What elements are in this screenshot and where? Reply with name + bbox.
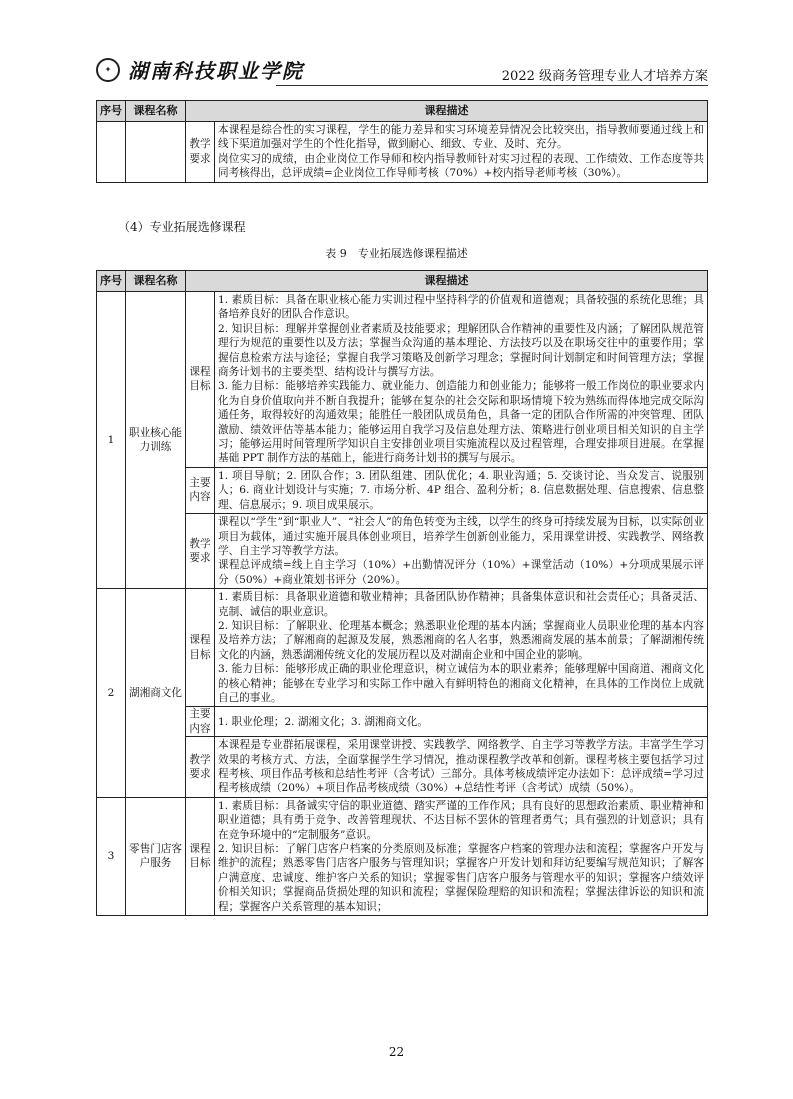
row-description	[215, 707, 708, 737]
column-header-no: 序号	[97, 101, 126, 122]
row-subheading: 课程目标	[186, 292, 215, 468]
desc-paragraph: 3. 能力目标：能够培养实践能力、就业能力、创造能力和创业能力；能够将一般工作岗位的职业要求内化为自身价值取向并不断自我提升；能够在复杂的社会交际和职场情境下较为熟练而得体地完成交际沟通任务，取得较好的沟通效果；能胜任一般团队成员角色，具备一定的团队合作所需的冲突管理、团队激励、绩效评估等基本能力；能够运用自我学习及信息处理方法、策略进行创业项目相关知识的自主学习；能够运用时间管理所学知识自主安排创业项目实施流程以及过程管理，合理安排项目进展。在掌握基础 PPT 制作方法的基础上，能进行商务计划书的撰写与展示。	[218, 380, 704, 465]
row-subheading: 主要内容	[186, 467, 215, 513]
row-subheading: 主要内容	[186, 707, 215, 737]
table-row	[97, 292, 708, 468]
desc-paragraph: 2. 知识目标：了解门店客户档案的分类原则及标准；掌握客户档案的管理办法和流程；掌握客户开发与维护的流程；熟悉零售门店客户服务与管理知识；掌握客户开发计划和拜访纪要编写规范知识；了解客户满意度、忠诚度、维护客户关系的知识；掌握零售门店客户服务与管理水平的知识；掌握客户绩效评价相关知识；掌握商品货损处理的知识和流程；掌握保险理赔的知识和流程；掌握法律诉讼的知识和流程；掌握客户关系管理的基本知识；	[218, 843, 704, 913]
row-description	[215, 292, 708, 468]
table-header-row	[97, 101, 708, 122]
row-subheading: 教学要求	[186, 737, 215, 798]
column-header-desc: 课程描述	[186, 101, 708, 122]
course-no: 2	[97, 589, 126, 798]
school-seal-icon: ✦	[96, 58, 120, 82]
table-caption: 表 9 专业拓展选修课程描述	[325, 247, 468, 260]
page-header	[96, 55, 708, 87]
desc-paragraph: 本课程是专业群拓展课程，采用课堂讲授、实践教学、网络教学、自主学习等教学方法。丰富学生学习效果的考核方式、方法，全面掌握学生学习情况，推动课程教学改革和创新。课程考核主要包括学习过程考核、项目作品考核和总结性考评（含考试）三部分。具体考核成绩评定办法如下：总评成绩=学习过程考核成绩（20%）+项目作品考核成绩（30%）+总结性考评（含考试）成绩（50%）。	[218, 739, 704, 795]
desc-paragraph: 1. 项目导航；2. 团队合作；3. 团队组建、团队优化；4. 职业沟通；5. 交谈讨论、当众发言、说服别人；6. 商业计划设计与实施；7. 市场分析、4P 组合、盈利分析；8. 信息数据处理、信息搜索、信息整理、信息展示；9. 项目成果展示。	[218, 469, 704, 511]
continued-course-table	[96, 100, 708, 183]
section-title: （4）专业拓展选修课程	[118, 220, 246, 234]
row-description	[215, 514, 708, 589]
course-no: 3	[97, 797, 126, 915]
column-header-name: 课程名称	[126, 101, 186, 122]
school-logo	[96, 55, 304, 84]
row-subheading: 课程目标	[186, 797, 215, 915]
desc-paragraph: 3. 能力目标：能够形成正确的职业伦理意识，树立诚信为本的职业素养；能够理解中国商道、湘商文化的核心精神；能够在专业学习和实际工作中融入有鲜明特色的湘商文化精神，在具体的工作岗位上成就自己的事业。	[218, 663, 704, 704]
desc-paragraph: 本课程是综合性的实习课程，学生的能力差异和实习环境差异情况会比较突出，指导教师要通过线上和线下渠道加强对学生的个性化指导，做到耐心、细致、专业、及时、充分。	[218, 124, 704, 151]
desc-paragraph: 课程总评成绩=线上自主学习（10%）+出勤情况评分（10%）+课堂活动（10%）+分项成果展示评分（50%）+商业策划书评分（20%）。	[218, 559, 704, 586]
row-subheading: 教学要求	[186, 122, 215, 183]
table-row	[97, 467, 708, 513]
row-subheading: 教学要求	[186, 514, 215, 589]
course-name-cell	[126, 122, 186, 183]
row-description	[215, 797, 708, 915]
desc-paragraph: 岗位实习的成绩，由企业岗位工作导师和校内指导教师针对实习过程的表现、工作绩效、工作态度等共同考核得出，总评成绩=企业岗位工作导师考核（70%）+校内指导老师考核（30%）。	[218, 152, 704, 180]
desc-paragraph: 1. 职业伦理；2. 湖湘文化；3. 湖湘商文化。	[218, 715, 428, 728]
column-header-desc: 课程描述	[186, 271, 708, 292]
row-description	[215, 122, 708, 183]
course-no: 1	[97, 292, 126, 589]
header-divider	[276, 85, 708, 86]
course-name: 职业核心能力训练	[126, 292, 186, 589]
document-title: 2022 级商务管理专业人才培养方案	[501, 69, 708, 84]
row-description	[215, 589, 708, 707]
course-name: 零售门店客户服务	[126, 797, 186, 915]
elective-course-table	[96, 270, 708, 916]
desc-paragraph: 课程以“学生”到“职业人”、“社会人”的角色转变为主线，以学生的终身可持续发展为目标，以实际创业项目为载体，通过实施开展具体创业项目，培养学生创新创业能力，采用课堂讲授、实践教学、网络教学、自主学习等教学方法。	[218, 516, 704, 557]
page-number: 22	[388, 1045, 405, 1059]
course-no-cell	[97, 122, 126, 183]
desc-paragraph: 2. 知识目标：了解职业、伦理基本概念；熟悉职业伦理的基本内涵；掌握商业人员职业伦理的基本内容及培养方法；了解湘商的起源及发展，熟悉湘商的名人名事，熟悉湘商发展的基本前景；了解湖湘传统文化的内涵，熟悉湖湘传统文化的发展历程以及对湖南企业和中国企业的影响。	[218, 619, 704, 661]
table-row	[97, 122, 708, 183]
table-row	[97, 514, 708, 589]
column-header-no: 序号	[97, 271, 126, 292]
school-name: 湖南科技职业学院	[128, 59, 304, 83]
course-name: 湖湘商文化	[126, 589, 186, 798]
desc-paragraph: 1. 素质目标：具备在职业核心能力实训过程中坚持科学的价值观和道德观；具备较强的系统化思维；具备培养良好的团队合作意识。	[218, 294, 704, 321]
column-header-name: 课程名称	[126, 271, 186, 292]
table-row	[97, 737, 708, 798]
desc-paragraph: 2. 知识目标：理解并掌握创业者素质及技能要求；理解团队合作精神的重要性及内涵；了解团队规范管理行为规范的重要性以及方法；掌握当众沟通的基本理论、方法技巧以及在职场交往中的重要作用；掌握信息检索方法与途径；掌握自我学习策略及创新学习理念；掌握时间计划制定和时间管理方法；掌握商务计划书的主要类型、结构设计与撰写方法。	[218, 322, 704, 379]
desc-paragraph: 1. 素质目标：具备职业道德和敬业精神；具备团队协作精神；具备集体意识和社会责任心；具备灵活、克制、诚信的职业意识。	[218, 591, 704, 618]
table-row	[97, 589, 708, 707]
table-row	[97, 707, 708, 737]
row-subheading: 课程目标	[186, 589, 215, 707]
table-row	[97, 797, 708, 915]
table-header-row	[97, 271, 708, 292]
row-description	[215, 467, 708, 513]
desc-paragraph: 1. 素质目标：具备诚实守信的职业道德、踏实严谨的工作作风；具有良好的思想政治素质、职业精神和职业道德；具有勇于竞争、改善管理现状、不达目标不罢休的管理者勇气；具有强烈的计划意识；具有在竞争环境中的“定制服务”意识。	[218, 799, 704, 841]
row-description	[215, 737, 708, 798]
